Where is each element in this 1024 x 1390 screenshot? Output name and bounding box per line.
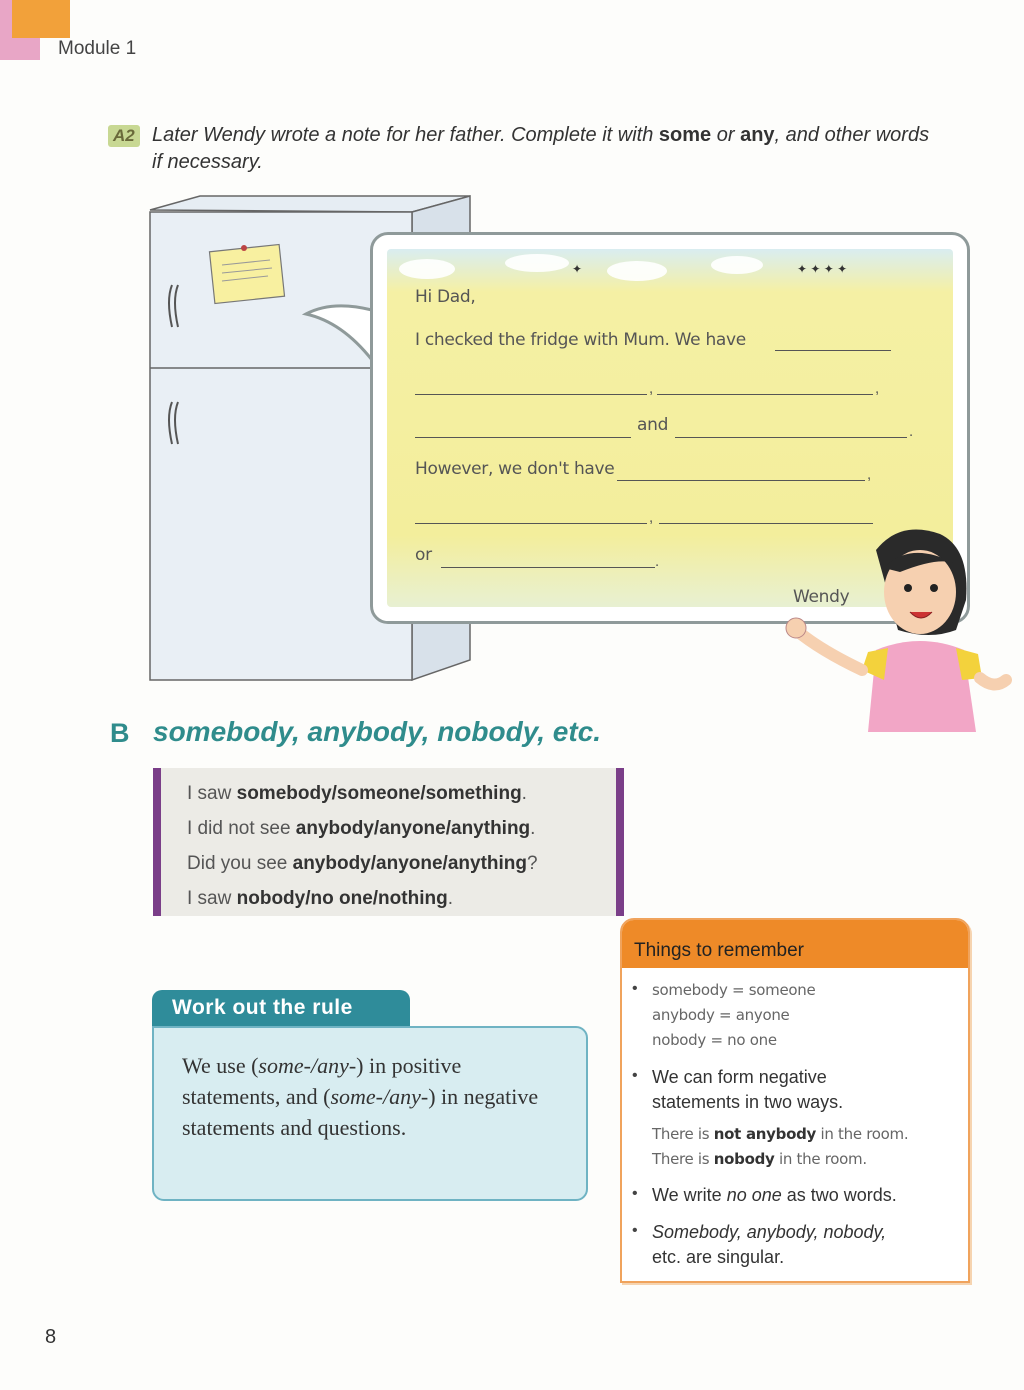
note-and: and (637, 415, 669, 435)
answer-blank-2[interactable] (415, 394, 647, 395)
rule-title: Work out the rule (152, 990, 410, 1030)
rule-box: We use (some-/any-) in positive statements, and (some-/any-) in negative statements and questions. (152, 1026, 588, 1201)
note-line1: I checked the fridge with Mum. We have (415, 330, 746, 350)
things-to-remember-box: Things to remember • somebody = someone anybody = anyone nobody = no one • We can form negative statements in two ways. There is not anybody in the room. There is nobody in the room. • We write no one as two words. • Somebody, anybody, nobody, etc. are singular. (620, 918, 970, 1283)
girl-illustration (780, 520, 1024, 732)
answer-blank-5[interactable] (675, 437, 907, 438)
answer-blank-3[interactable] (657, 394, 873, 395)
example-line: Did you see anybody/anyone/anything? (187, 853, 538, 874)
exercise-instruction: Later Wendy wrote a note for her father. Complete it with some or any, and other words if necessary. (152, 124, 930, 173)
answer-blank-9[interactable] (441, 567, 655, 568)
note-or: or (415, 545, 432, 565)
example-line: I saw somebody/someone/something. (187, 783, 527, 804)
answer-blank-4[interactable] (415, 437, 631, 438)
answer-blank-1[interactable] (775, 350, 891, 351)
note-however: However, we don't have (415, 459, 615, 479)
svg-text:✦: ✦ (572, 262, 583, 276)
clouds-icon (387, 249, 953, 289)
wendy-note: ✦ ✦ ✦ ✦ ✦ Hi Dad, I checked the fridge with Mum. We have , , and . However, we don't have , , or . Wendy (370, 232, 970, 624)
note-greeting: Hi Dad, (415, 287, 476, 307)
bullet-icon: • (632, 980, 638, 997)
remember-title: Things to remember (622, 920, 968, 968)
answer-blank-6[interactable] (617, 480, 865, 481)
answer-blank-7[interactable] (415, 523, 647, 524)
sticky-note-icon (209, 244, 284, 303)
bullet-icon: • (632, 1067, 638, 1084)
section-letter: B (110, 718, 130, 748)
exercise-badge: A2 (108, 125, 140, 147)
bullet-icon: • (632, 1185, 638, 1202)
examples-box (153, 768, 624, 916)
svg-text:✦ ✦ ✦ ✦: ✦ ✦ ✦ ✦ (797, 262, 848, 276)
example-line: I did not see anybody/anyone/anything. (187, 818, 536, 839)
note-signature: Wendy (793, 587, 850, 607)
example-line: I saw nobody/no one/nothing. (187, 888, 453, 909)
module-label: Module 1 (58, 38, 137, 59)
section-title: somebody, anybody, nobody, etc. (153, 716, 602, 747)
bullet-icon: • (632, 1222, 638, 1239)
page-number: 8 (45, 1326, 57, 1348)
